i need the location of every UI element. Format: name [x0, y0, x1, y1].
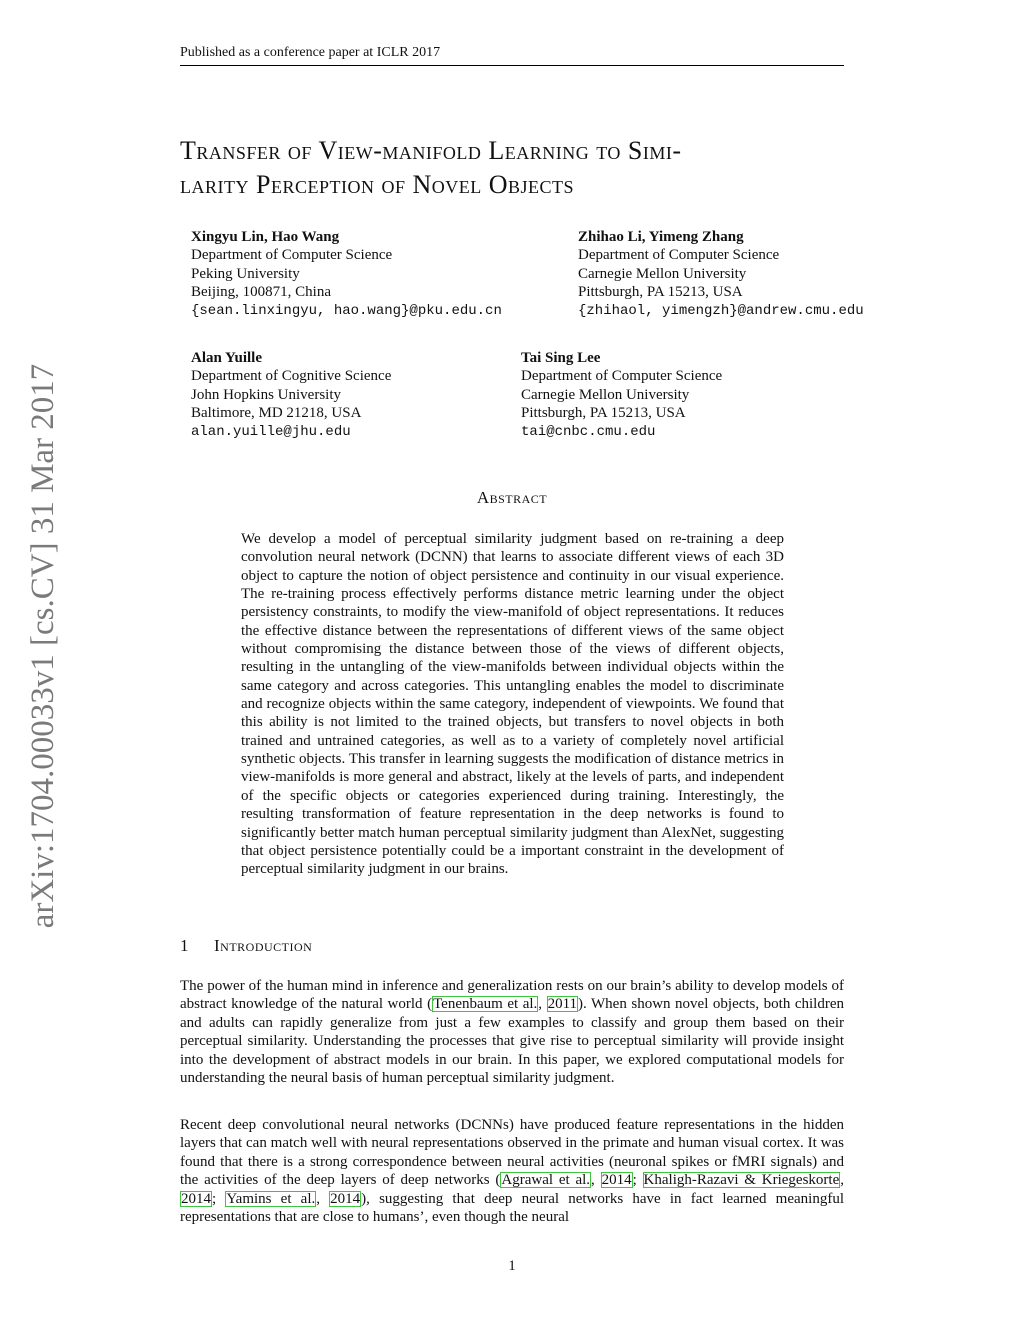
- author-names: Alan Yuille: [191, 350, 262, 366]
- author-email[interactable]: tai@cnbc.cmu.edu: [521, 423, 656, 440]
- author-address: Pittsburgh, PA 15213, USA: [578, 284, 743, 301]
- citation-link[interactable]: 2014: [601, 1172, 632, 1189]
- author-block-4: [521, 349, 722, 441]
- arxiv-identifier: arXiv:1704.00033v1 [cs.CV] 31 Mar 2017: [25, 363, 61, 929]
- paragraph-text: ), suggesting that deep neural networks have in fact learned meaningful representations that are close to humans’, even though the neural: [180, 1190, 844, 1226]
- citation-separator: ;: [632, 1172, 643, 1189]
- citation-link[interactable]: Tenenbaum et al.: [433, 996, 538, 1013]
- paragraph-text: Recent deep convolutional neural networks (DCNNs) have produced feature representations in the hidden layers that can match well with neural representations observed in the primate and human visual cortex. It was found that there is a strong correspondence between neural activities (neuronal spikes or fMRI signals) and the activities of the deep layers of deep networks (: [180, 1117, 844, 1189]
- author-block-1: [191, 228, 502, 320]
- citation-link[interactable]: 2014: [181, 1190, 211, 1207]
- running-header: Published as a conference paper at ICLR 2017: [180, 45, 441, 60]
- section-heading-introduction: [180, 936, 312, 956]
- page-number: 1: [508, 1258, 516, 1274]
- author-names: Zhihao Li, Yimeng Zhang: [578, 229, 744, 245]
- title-line-1: Transfer of View-manifold Learning to Simi-: [180, 136, 682, 165]
- section-title: Introduction: [214, 936, 313, 955]
- citation-link[interactable]: 2011: [547, 996, 578, 1013]
- author-block-3: [191, 349, 391, 441]
- title-line-2: larity Perception of Novel Objects: [180, 170, 575, 199]
- author-university: Carnegie Mellon University: [578, 265, 747, 282]
- paper-title: [180, 134, 860, 202]
- citation-separator: ,: [538, 996, 547, 1013]
- citation-separator: ;: [212, 1190, 226, 1207]
- citation-link[interactable]: Agrawal et al.: [501, 1172, 591, 1189]
- author-block-2: [578, 228, 864, 320]
- author-university: John Hopkins University: [191, 386, 341, 403]
- abstract-heading: Abstract: [476, 488, 548, 507]
- section-number: 1: [180, 936, 189, 955]
- arxiv-sidebar: [20, 346, 66, 946]
- citation-separator: ,: [840, 1172, 844, 1189]
- citation-link[interactable]: 2014: [330, 1190, 361, 1207]
- author-department: Department of Computer Science: [578, 247, 780, 264]
- author-address: Pittsburgh, PA 15213, USA: [521, 405, 686, 422]
- author-department: Department of Computer Science: [191, 247, 393, 264]
- header-rule: [180, 65, 844, 66]
- citation-link[interactable]: Yamins et al.: [226, 1190, 316, 1207]
- paragraph-text: The power of the human mind in inference and generalization rests on our brain’s ability to develop models of abstract knowledge of the natural world (: [180, 978, 844, 1013]
- abstract-body: We develop a model of perceptual similarity judgment based on re-training a deep convolution neural network (DCNN) that learns to associate different views of each 3D object to capture the notion of object persistence and continuity in our visual experience. The re-training process effectively performs distance metric learning under the object persistency constraints, to modify the view-manifold of object representations. It reduces the effective distance between the representations of different views of the same object without compromising the distance between those of the views of different objects, resulting in the untangling of the view-manifolds between individual objects within the same category and across categories. This untangling enables the model to discriminate and recognize objects within the same category, independent of viewpoints. We found that this ability is not limited to the trained objects, but transfers to novel objects in both trained and untrained categories, as well as to a variety of completely novel artificial synthetic objects. This transfer in learning suggests the modification of distance metrics in view-manifolds is more general and abstract, likely at the levels of parts, and independent of the specific objects or categories experienced during training. Interestingly, the resulting transformation of feature representation in the deep networks is found to significantly better match human perceptual similarity judgment than AlexNet, suggesting that object persistence potentially could be a important constraint in the development of perceptual similarity judgment in our brains.: [241, 531, 784, 878]
- author-email[interactable]: alan.yuille@jhu.edu: [191, 423, 351, 440]
- author-university: Peking University: [191, 265, 300, 282]
- author-address: Baltimore, MD 21218, USA: [191, 405, 362, 422]
- author-address: Beijing, 100871, China: [191, 284, 331, 301]
- author-email[interactable]: {zhihaol, yimengzh}@andrew.cmu.edu: [578, 302, 864, 319]
- author-department: Department of Cognitive Science: [191, 368, 392, 385]
- author-names: Tai Sing Lee: [521, 350, 601, 366]
- paragraph-text: ). When shown novel objects, both children and adults can rapidly generalize from just a few examples to classify and group them based on their perceptual similarity. Understanding the processes that give rise to perceptual similarity will provide insight into the development of abstract models in our brain. In this paper, we explored computational models for understanding the neural basis of human perceptual similarity judgment.: [180, 996, 845, 1087]
- author-department: Department of Computer Science: [521, 368, 723, 385]
- intro-paragraph-1: [180, 977, 844, 1087]
- intro-paragraph-2: [180, 1116, 844, 1226]
- author-university: Carnegie Mellon University: [521, 386, 690, 403]
- author-names: Xingyu Lin, Hao Wang: [191, 229, 340, 245]
- citation-link[interactable]: Khaligh-Razavi & Kriegeskorte: [643, 1172, 840, 1189]
- citation-separator: ,: [591, 1172, 601, 1189]
- citation-separator: ,: [316, 1190, 330, 1207]
- author-email[interactable]: {sean.linxingyu, hao.wang}@pku.edu.cn: [191, 302, 502, 319]
